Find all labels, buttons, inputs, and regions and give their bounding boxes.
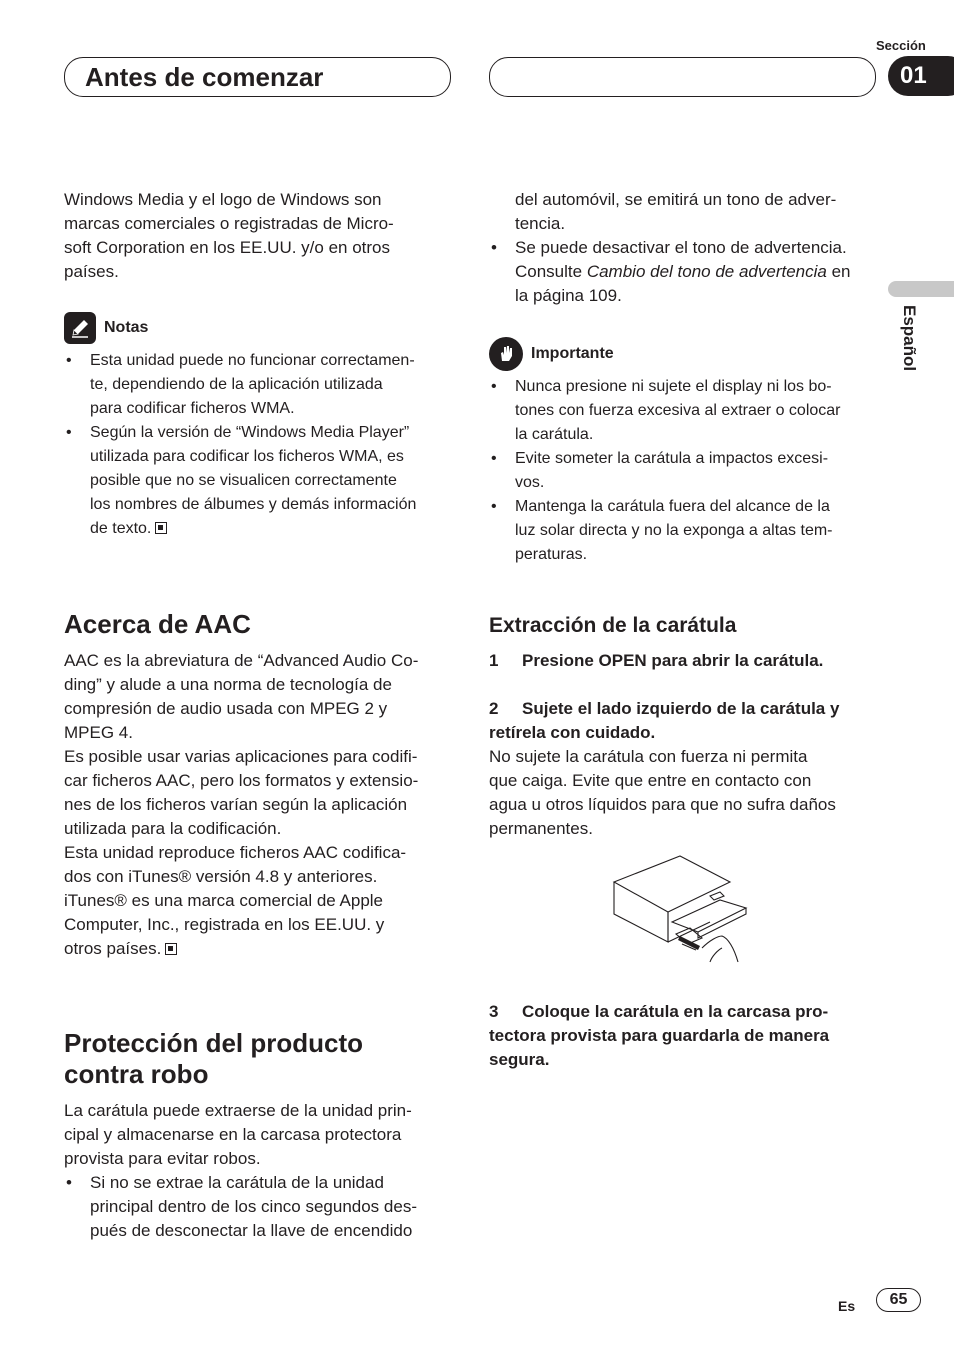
list-item [64,349,459,421]
aac-line: Es posible usar varias aplicaciones para codifi- [64,747,418,766]
pencil-icon [64,312,96,344]
header-blank-frame [489,57,876,97]
theft-line: provista para evitar robos. [64,1149,261,1168]
step-2 [489,697,884,841]
theft-heading-line: contra robo [64,1059,209,1089]
intro-line: soft Corporation en los EE.UU. y/o en otros [64,238,390,257]
theft-list [64,1171,459,1243]
intro-line: países. [64,262,119,281]
section-number-badge: 01 [888,56,954,96]
important-line: tones con fuerza excesiva al extraer o colocar [515,402,841,419]
list-item [64,1171,459,1243]
important-heading [489,337,614,371]
aac-line: MPEG 4. [64,723,133,742]
step-body-line: que caiga. Evite que entre en contacto con [489,771,812,790]
step-number: 3 [489,1002,499,1021]
warning-tone-list [489,236,884,308]
theft-paragraph [64,1099,459,1243]
aac-line: Computer, Inc., registrada en los EE.UU. y [64,915,385,934]
aac-line: dos con iTunes® versión 4.8 y anteriores. [64,867,378,886]
important-line: vos. [515,474,545,491]
aac-line: car ficheros AAC, pero los formatos y extensio- [64,771,419,790]
intro-line: marcas comerciales o registradas de Micro- [64,214,394,233]
intro-paragraph [64,188,459,284]
theft-heading [64,1028,363,1090]
hand-icon [489,337,523,371]
page-number: 65 [876,1288,921,1312]
step-body-line: No sujete la carátula con fuerza ni permita [489,747,808,766]
end-mark-icon [155,522,167,534]
step-text: segura. [489,1050,550,1069]
step-text: retírela con cuidado. [489,723,656,742]
note-line: de texto. [90,520,152,537]
header-title-frame [64,57,451,97]
list-item [489,447,884,495]
note-line: para codificar ficheros WMA. [90,400,295,417]
important-title: Importante [531,345,614,362]
step-text: Presione OPEN para abrir la carátula. [522,651,824,670]
important-line: • Nunca presione ni sujete el display ni los bo- [515,378,832,395]
continued-bullets [489,188,884,308]
aac-paragraph [64,649,459,961]
aac-line: ding” y alude a una norma de tecnología de [64,675,392,694]
theft-line: cipal y almacenarse en la carcasa protectora [64,1125,402,1144]
step-number: 1 [489,651,499,670]
aac-line: otros países. [64,939,162,958]
note-line: posible que no se visualicen correctamente [90,472,397,489]
list-item [489,375,884,447]
note-line: te, dependiendo de la aplicación utilizada [90,376,383,393]
aac-line: AAC es la abreviatura de “Advanced Audio Co- [64,651,419,670]
aac-heading: Acerca de AAC [64,609,251,639]
theft-bullet-line: • Si no se extrae la carátula de la unidad [90,1173,384,1192]
aac-line: iTunes® es una marca comercial de Apple [64,891,383,910]
notes-title: Notas [104,319,149,336]
note-line: utilizada para codificar los ficheros WMA, es [90,448,404,465]
important-line: peraturas. [515,546,588,563]
step-text: Sujete el lado izquierdo de la carátula y [522,699,840,718]
list-item [64,421,459,541]
bullet-text: Consulte [515,262,587,281]
important-line: la carátula. [515,426,594,443]
language-tab [888,281,954,297]
step-number: 2 [489,699,499,718]
language-label: Español [900,305,919,372]
step-text: tectora provista para guardarla de manera [489,1026,830,1045]
notes-list [64,349,459,541]
aac-line: Esta unidad reproduce ficheros AAC codifica- [64,843,407,862]
step-body-line: permanentes. [489,819,593,838]
important-line: • Mantenga la carátula fuera del alcance de la [515,498,830,515]
removal-heading: Extracción de la carátula [489,614,737,637]
list-item [489,495,884,567]
continued-line: del automóvil, se emitirá un tono de adver- [515,190,837,209]
section-label: Sección [876,38,926,53]
theft-line: La carátula puede extraerse de la unidad prin- [64,1101,412,1120]
theft-bullet-line: principal dentro de los cinco segundos des- [90,1197,417,1216]
list-item [489,236,884,308]
step-1 [489,649,823,673]
aac-line: utilizada para la codificación. [64,819,282,838]
step-text: Coloque la carátula en la carcasa pro- [522,1002,829,1021]
page-language: Es [838,1298,856,1314]
note-line: • Esta unidad puede no funcionar correctamen- [90,352,415,369]
continued-line: tencia. [515,214,566,233]
page-title: Antes de comenzar [85,62,324,92]
bullet-text: en [826,262,851,281]
theft-heading-line: Protección del producto [64,1028,364,1058]
aac-line: nes de los ficheros varían según la aplicación [64,795,408,814]
bullet-line: • Se puede desactivar el tono de advertencia. [515,238,847,257]
end-mark-icon [165,943,177,955]
aac-line: compresión de audio usada con MPEG 2 y [64,699,388,718]
step-3 [489,1000,884,1072]
intro-line: Windows Media y el logo de Windows son [64,190,382,209]
notes-heading [64,312,148,344]
faceplate-removal-illustration [610,852,760,972]
cross-reference-link: Cambio del tono de advertencia [586,262,827,281]
step-body-line: agua u otros líquidos para que no sufra daños [489,795,836,814]
important-list [489,375,884,567]
theft-bullet-line: pués de desconectar la llave de encendido [90,1221,413,1240]
important-line: • Evite someter la carátula a impactos excesi- [515,450,829,467]
note-line: • Según la versión de “Windows Media Player” [90,424,410,441]
note-line: los nombres de álbumes y demás información [90,496,417,513]
important-line: luz solar directa y no la exponga a altas tem- [515,522,833,539]
bullet-line: la página 109. [515,286,622,305]
